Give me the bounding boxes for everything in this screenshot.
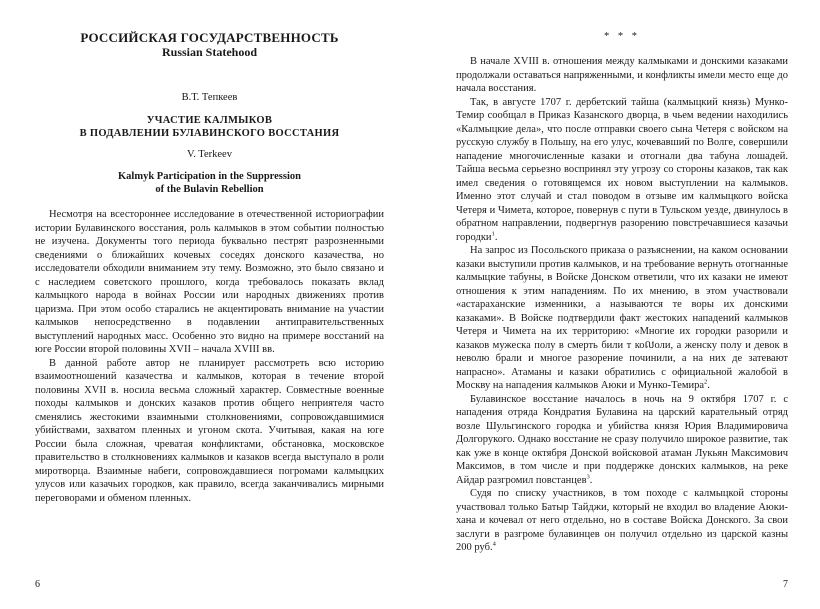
paragraph: Несмотря на всестороннее исследование в отечественной историографии истории Булавинского восстания, роль калмыков в этом событии полностью не изучена. Документы того периода буквально пестрят разрозненными сведениями о ближайших кочевых соседях донского казачества, но исследователи обходили вниманием эту тему. Возможно, это было связано и с наследием советского прошлого, когда требовалось показать вклад калмыцкого народа в войнах России или народных движениях против царизма. При этом особо старались не акцентировать внимание на участии калмыков непосредственно в подавлении антиправительственных выступлений народных масс. Особенно это видно на примере восстаний на юге России второй половины XVII – начала XVIII вв.: [35, 209, 384, 355]
paragraph: На запрос из Посольского приказа о разъяснении, на каком основании казаки выступили против калмыков, и на требование вернуть отогнанные калмыцкие табуны, в Войске Донском ответили, что их казаки не имеют отношения к этим нападениям. По их мнению, в этом участвовали «астараханские изменники, а называются те воры их донскими казаками». В Войске подтвердили факт жестоких нападений калмыков Четеря и Чимета на их территорию: «Многие их городки разорили и казаков мужеска полу в смерть били т коលоли, а женску полу и девок в неволю брали и многое разорение починили, а на них де затевают напрасно». Атаманы и казаки обратились с официальной жалобой в Москву на нападения калмыков Аюки и Мунко-Темира$^2$.: [456, 245, 788, 391]
article-title-ru-line-2: В ПОДАВЛЕНИИ БУЛАВИНСКОГО ВОССТАНИЯ: [79, 128, 340, 139]
author-ru: В.Т. Тепкеев: [181, 92, 238, 103]
paragraph: В данной работе автор не планирует рассмотреть всю историю взаимоотношений казачества и калмыков, которая в течение второй половины XVII в. носила весьма сложный характер. Совместные военные походы калмыков и донских казаков против общего неприятеля часто сменялись жестокими взаимными столкновениями, сопровождавшимися убийствами, захватом пленных и угоном скота. Учитывая, какая на юге России была сложная, чреватая конфликтами, обстановка, московское правительство в столкновениях калмыков и казаков всегда выступало в роли миротворца. Взаимные набеги, сопровождавшиеся погромами калмыцких улусов или казачьих городков, как правило, всегда заканчивались мирными переговорами и обменом пленных.: [35, 357, 384, 504]
footnote-ref[interactable]: 2: [704, 378, 708, 386]
page-number-left: 6: [35, 579, 40, 590]
paragraph-text: Судя по списку участников, в том походе с калмыцкой стороны участвовал только Батыр Тайджи, который не входил во владение Аюки-хана и кочевал от него отдельно, но в составе Войска Донского. За свои заслуги в разгроме булавинцев он получил отдельно из царской казны 200 руб.: [456, 488, 788, 553]
footnote-ref[interactable]: 4: [492, 540, 496, 548]
paragraph: В начале XVIII в. отношения между калмыками и донскими казаками продолжали оставаться напряженными, и конфликты имели место еще до начала восстания.: [456, 56, 788, 94]
article-title-ru-line-1: УЧАСТИЕ КАЛМЫКОВ: [146, 115, 273, 126]
article-title-en: [35, 170, 384, 196]
page-number-right: 7: [783, 579, 788, 590]
section-separator: * * *: [604, 31, 640, 42]
footnote-ref[interactable]: 3: [586, 473, 590, 480]
footnote-ref[interactable]: 1: [491, 230, 495, 237]
paragraph: [456, 487, 788, 555]
paragraph: Так, в августе 1707 г. дербетский тайша (калмыцкий князь) Мунко-Темир сообщал в Приказ Казанского дворца, в чьем ведении находились «Калмыцкие дела», что после отправки своего сына Четеря с войском на русскую службу в Польшу, на его улус, кочевавший по Волге, совершили нападение многочисленные казаки и отогнали два табуна лошадей. Тайша весьма серьезно воспринял эту угрозу со стороны казаков, так как имел сведения о готовящемся их новом выступлении на калмыков. Именно этот случай и стал поводом в отзыве им калмыцкого войска Четеря и Чимета, которое, повернув с пути в Тульском уезде, двинулось в обратном направлении, подвергнув разорению повстречавшиеся казачьи городки$^1$.: [456, 96, 788, 243]
article-title-en-line-2: of the Bulavin Rebellion: [155, 184, 264, 195]
article-title-en-line-1: Kalmyk Participation in the Suppression: [117, 171, 301, 182]
paragraph-text: Булавинское восстание началось в ночь на 9 октября 1707 г. с нападения отряда Кондратия Булавина на царский карательный отряд возле Шульгинского городка и убийства князя Юрия Владимировича Долгорукого. Однако восстание не сразу получило широкое развитие, так как уже в конце октября Донской войсковой атаман Лукьян Максимович Максимов, в том числе и при поддержке донских калмыков, на реке Айдар разгромил повстанцев: [456, 393, 788, 486]
section-title: РОССИЙСКАЯ ГОСУДАРСТВЕННОСТЬ: [80, 30, 339, 45]
left-body: [35, 208, 384, 505]
author-en: V. Terkeev: [187, 149, 232, 160]
paragraph: Булавинское восстание началось в ночь на 9 октября 1707 г. с нападения отряда Кондратия Булавина на царский карательный отряд возле Шульгинского городка и убийства князя Юрия Владимировича Долгорукого. Однако восстание не сразу получило широкое развитие, так как уже в конце октября Донской войсковой атаман Лукьян Максимович Максимов, в том числе и при поддержке донских калмыков, на реке Айдар разгромил повстанцев$^3$.: [456, 393, 788, 486]
right-page: [410, 0, 820, 609]
article-title-ru: [35, 114, 384, 140]
section-subtitle: Russian Statehood: [161, 45, 258, 59]
paragraph-text: На запрос из Посольского приказа о разъяснении, на каком основании казаки выступили против калмыков, и на требование вернуть отогнанные калмыцкие табуны, в Войске Донском ответили, что их казаки не имеют отношения к этим нападениям. По их мнению, в этом участвовали «астараханские изменники, а называются те воры их донскими казаками». В Войске подтвердили факт жестоких нападений калмыков Четеря и Чимета на их территорию: «Многие их городки разорили и казаков мужеска полу в смерть били т коលоли, а женску полу и девок в неволю брали и многое разорение починили, а на них де затевают напрасно». Атаманы и казаки обратились с официальной жалобой в Москву на нападения калмыков Аюки и Мунко-Темира: [456, 245, 788, 391]
paragraph-text: Так, в августе 1707 г. дербетский тайша (калмыцкий князь) Мунко-Темир сообщал в Приказ Казанского дворца, в чьем ведении находились «Калмыцкие дела», что после отправки своего сына Четеря с войском на русскую службу в Польшу, на его улус, кочевавший по Волге, совершили нападение многочисленные казаки и отогнали два табуна лошадей. Тайша весьма серьезно воспринял эту угрозу со стороны казаков, так как имел сведения о готовящемся их новом выступлении на калмыков. Именно этот случай и стал поводом в отзыве им калмыцкого войска Четеря и Чимета, которое, повернув с пути в Тульском уезде, двинулось в обратном направлении, подвергнув разорению повстречавшиеся казачьи городки: [456, 96, 788, 243]
